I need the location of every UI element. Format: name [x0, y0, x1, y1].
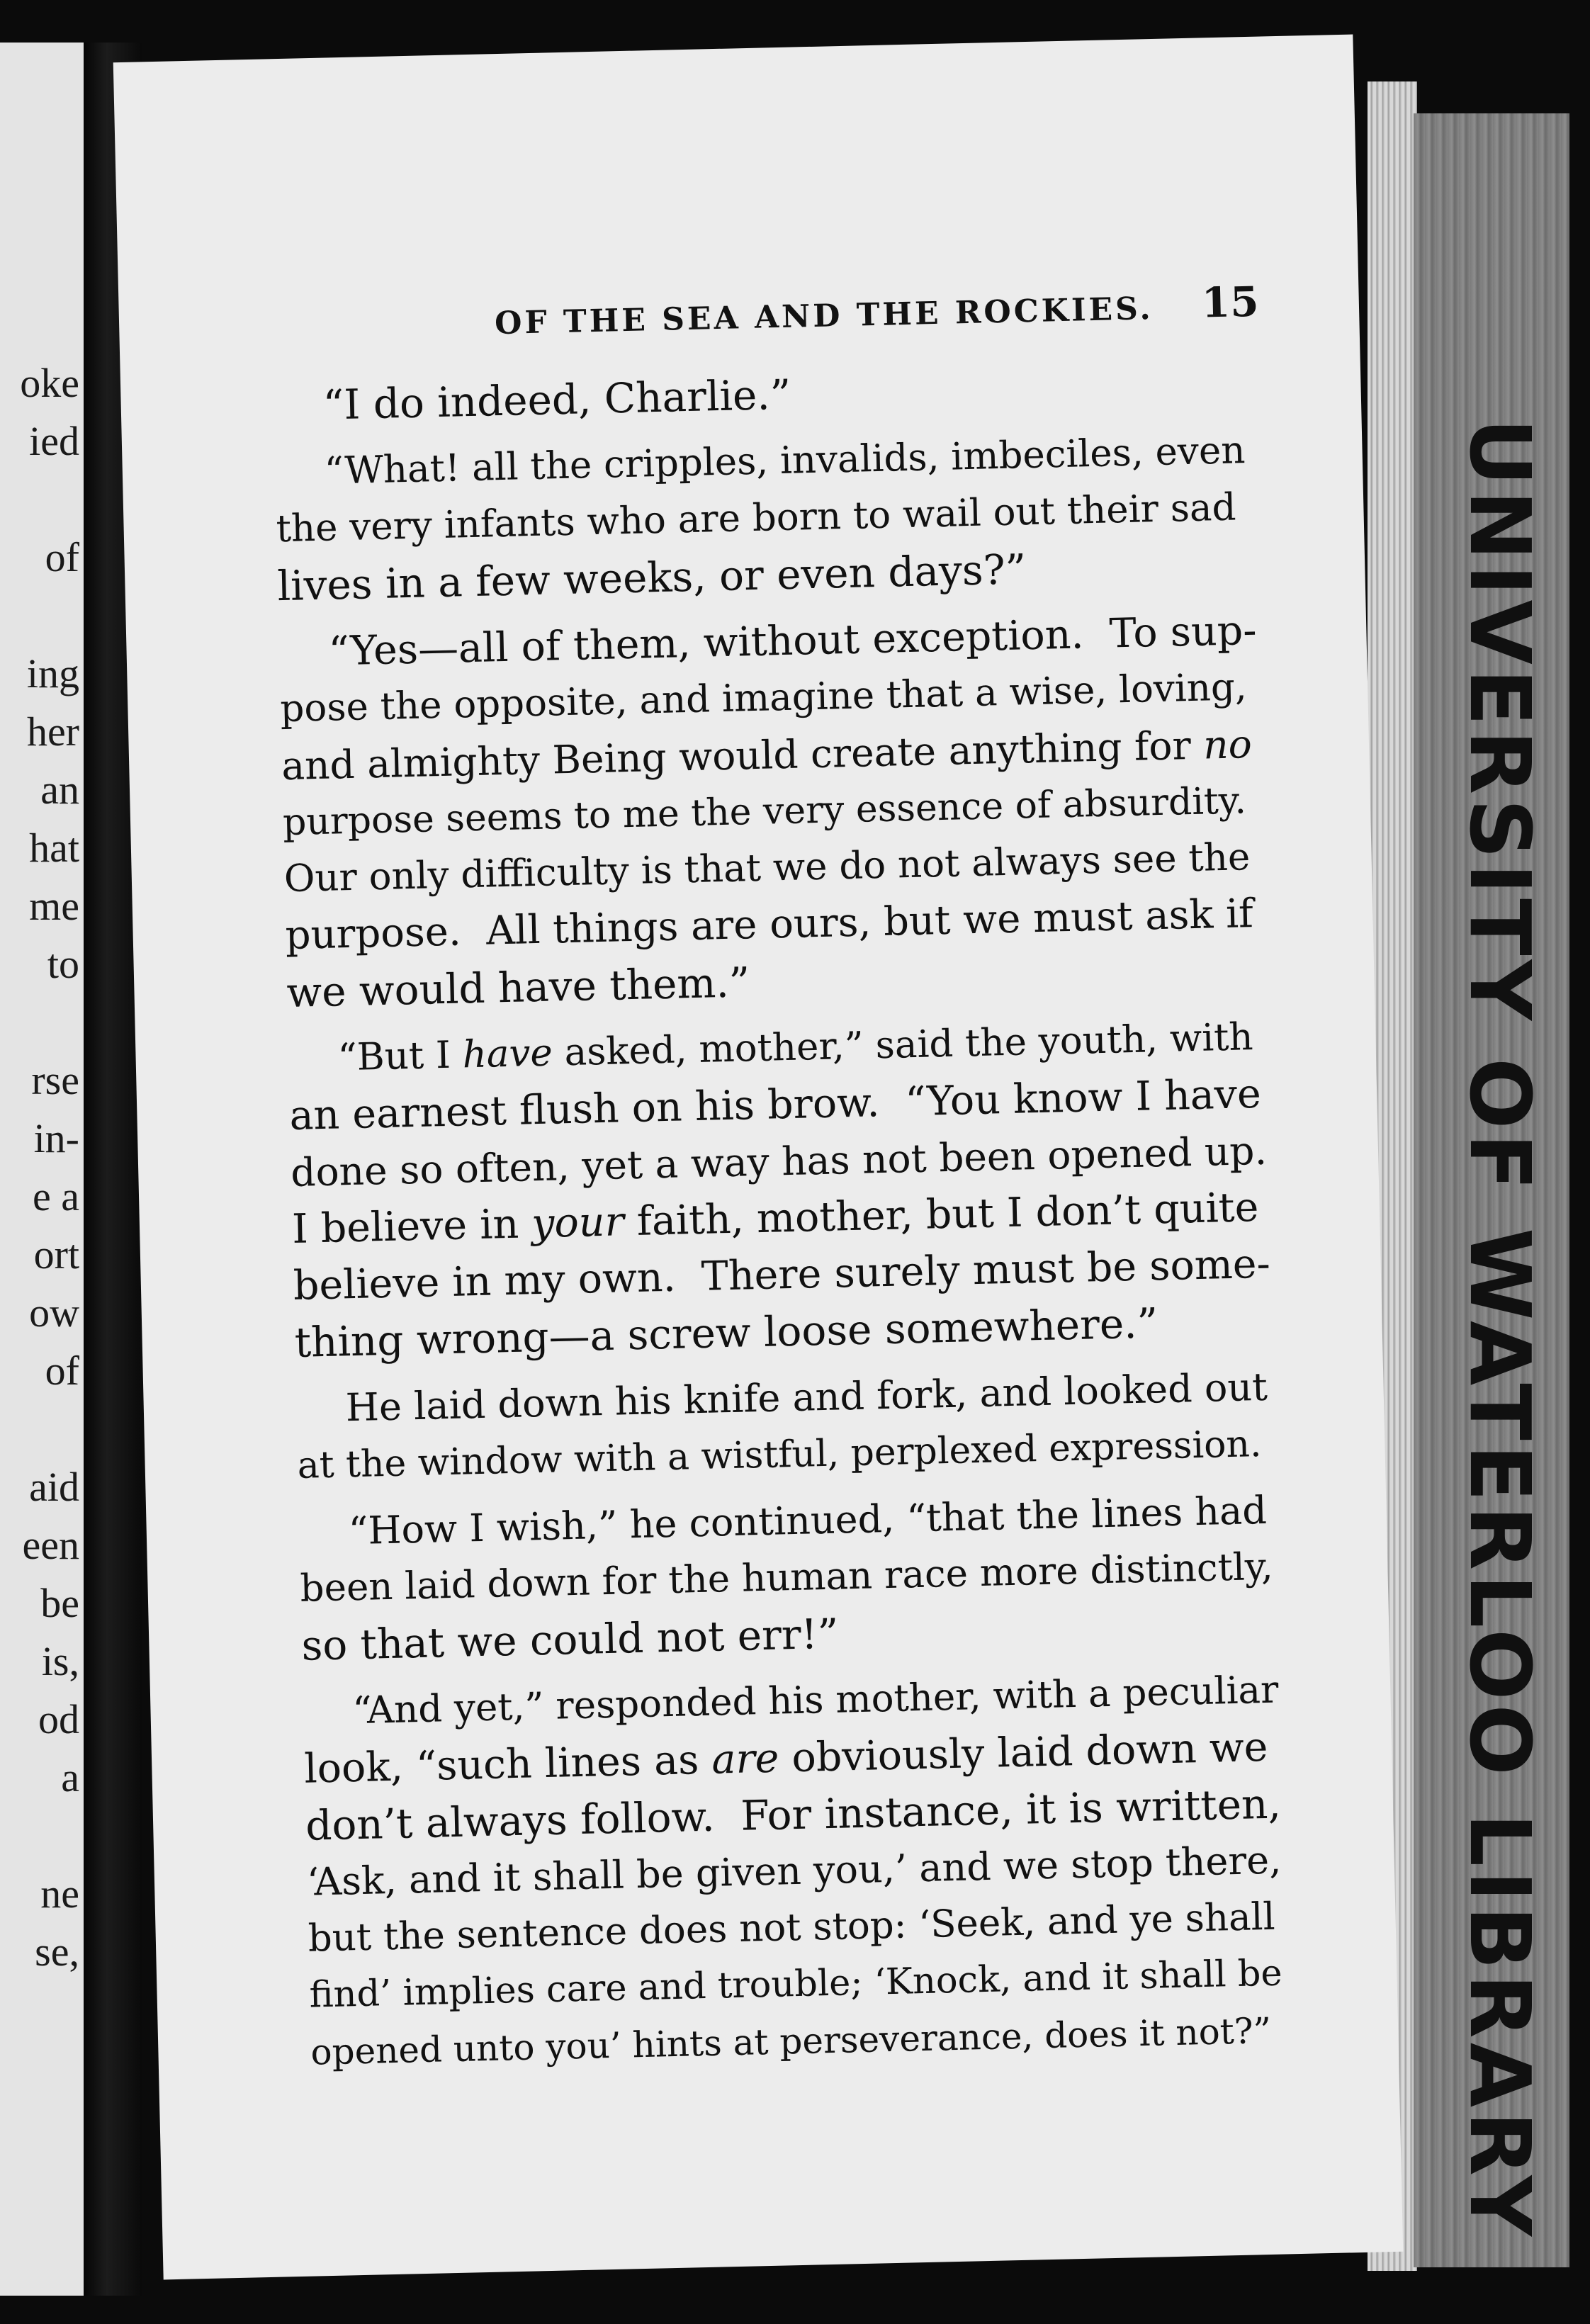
- previous-page-line: [0, 1400, 79, 1458]
- text-segment: purpose. All things are ours, but we must ask if: [285, 891, 1254, 959]
- previous-page-line: [0, 587, 79, 645]
- text-segment: “I do indeed, Charlie.”: [322, 370, 792, 429]
- text-segment: so that we could not err!”: [300, 1609, 840, 1670]
- previous-page-line: ow: [29, 1290, 79, 1336]
- text-segment: at the window with a wistful, perplexed expression.: [297, 1422, 1263, 1487]
- previous-page-line: [0, 470, 79, 529]
- previous-page-line: an: [40, 767, 79, 813]
- text-segment: don’t always follow. For instance, it is written,: [305, 1779, 1282, 1850]
- previous-page-line: to: [47, 941, 79, 987]
- previous-page-line: een: [22, 1522, 79, 1568]
- previous-page-line: [0, 993, 79, 1051]
- previous-page-line: is,: [41, 1638, 79, 1684]
- text-line: [273, 356, 1251, 434]
- text-segment: faith, mother, but I don’t quite: [623, 1184, 1260, 1246]
- previous-page-line: se,: [35, 1929, 79, 1975]
- text-segment: asked, mother,” said the youth, with: [552, 1015, 1254, 1075]
- previous-page-line: [0, 1807, 79, 1865]
- previous-page-line: hat: [29, 825, 79, 871]
- text-segment: opened unto you’ hints at perseverance, does it not?”: [310, 2009, 1272, 2073]
- previous-page-line: in-: [33, 1115, 79, 1161]
- text-segment: “How I wish,” he continued, “that the lines had: [348, 1487, 1268, 1554]
- text-segment: “And yet,” responded his mother, with a peculiar: [351, 1668, 1280, 1733]
- text-segment: been laid down for the human race more distinctly,: [299, 1545, 1274, 1611]
- previous-page-line: be: [40, 1580, 79, 1626]
- text-segment: find’ implies care and trouble; ‘Knock, and it shall be: [309, 1952, 1283, 2016]
- text-segment: ‘Ask, and it shall be given you,’ and we stop there,: [306, 1837, 1282, 1905]
- text-segment: we would have them.”: [286, 958, 751, 1017]
- text-segment: pose the opposite, and imagine that a wise, loving,: [279, 665, 1248, 731]
- text-segment: obviously laid down we: [778, 1723, 1269, 1782]
- previous-page-line: ied: [29, 418, 79, 464]
- previous-page-line: a: [61, 1754, 79, 1800]
- italic-text: your: [531, 1198, 625, 1248]
- previous-page-line: me: [29, 883, 79, 929]
- text-segment: look, “such lines as: [303, 1736, 713, 1793]
- previous-page-fragment: [0, 43, 84, 2296]
- book-page: [113, 35, 1404, 2280]
- previous-page-line: aid: [29, 1464, 79, 1510]
- text-segment: “What! all the cripples, invalids, imbeciles, even: [324, 429, 1246, 493]
- previous-page-text: [0, 354, 79, 1981]
- text-segment: thing wrong—a screw loose somewhere.”: [294, 1299, 1158, 1367]
- page-number: 15: [1201, 277, 1260, 327]
- text-segment: He laid down his knife and fork, and looked out: [345, 1364, 1268, 1431]
- running-head: OF THE SEA AND THE ROCKIES.: [494, 290, 1154, 342]
- previous-page-line: of: [45, 1348, 79, 1394]
- text-segment: done so often, yet a way has not been opened up.: [290, 1127, 1268, 1195]
- italic-text: have: [462, 1031, 553, 1077]
- text-segment: purpose seems to me the very essence of absurdity.: [282, 779, 1247, 845]
- text-segment: the very infants who are born to wail out their sad: [276, 485, 1237, 551]
- text-segment: an earnest flush on his brow. “You know I have: [288, 1070, 1262, 1139]
- text-segment: and almighty Being would create anything for: [281, 722, 1204, 789]
- previous-page-line: ing: [26, 650, 79, 696]
- previous-page-line: ne: [40, 1871, 79, 1917]
- italic-text: are: [711, 1734, 780, 1783]
- previous-page-line: oke: [20, 360, 79, 406]
- previous-page-line: her: [26, 709, 79, 755]
- text-segment: believe in my own. There surely must be some-: [293, 1240, 1271, 1309]
- text-segment: but the sentence does not stop: ‘Seek, and ye shall: [308, 1895, 1276, 1961]
- previous-page-line: ort: [33, 1231, 79, 1277]
- italic-text: no: [1202, 721, 1253, 768]
- previous-page-line: rse: [31, 1057, 79, 1103]
- previous-page-line: od: [38, 1696, 79, 1742]
- text-segment: Our only difficulty is that we do not always see the: [283, 835, 1251, 901]
- text-segment: I believe in: [291, 1200, 532, 1253]
- previous-page-line: e a: [33, 1173, 79, 1219]
- text-segment: “Yes—all of them, without exception. To sup-: [327, 607, 1258, 675]
- text-segment: “But I: [337, 1033, 463, 1080]
- library-stamp-text: UNIVERSITY OF WATERLOO LIBRARY: [1451, 418, 1549, 2240]
- previous-page-line: of: [45, 534, 79, 580]
- text-segment: lives in a few weeks, or even days?”: [276, 545, 1027, 611]
- page-body: [273, 356, 1289, 2081]
